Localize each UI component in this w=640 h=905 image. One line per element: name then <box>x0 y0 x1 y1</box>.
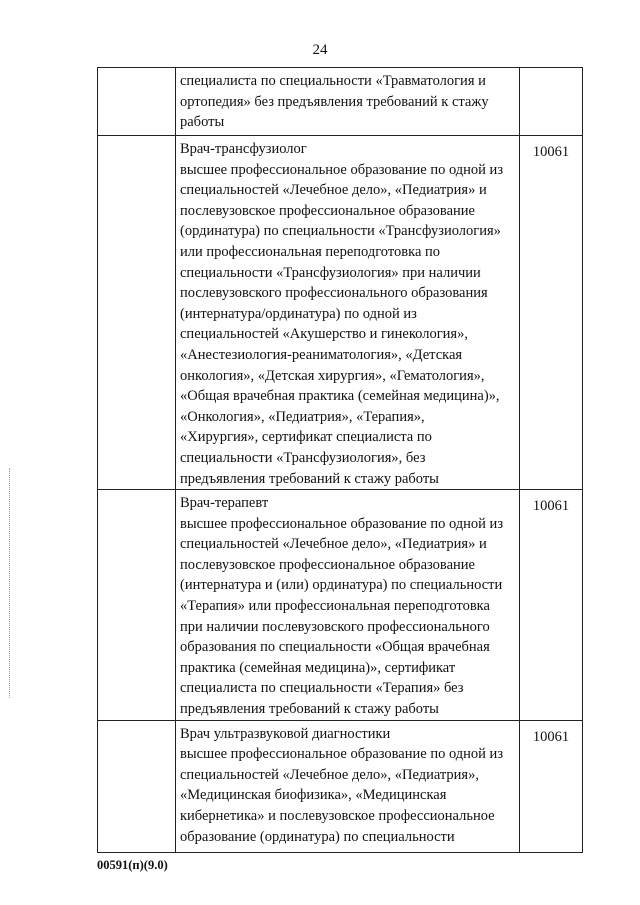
text-line: «Онкология», «Педиатрия», «Терапия», <box>180 408 425 425</box>
text-line: специальностей «Лечебное дело», «Педиатрия» и <box>180 536 487 553</box>
text-line: предъявления требований к стажу работы <box>180 701 439 718</box>
text-line: «Общая врачебная практика (семейная медицина)», <box>180 388 500 405</box>
text-line: (ординатура) по специальности «Трансфузиология» <box>180 223 501 240</box>
page-number: 24 <box>312 42 328 58</box>
text-line: (интернатура и (или) ординатура) по специальности <box>180 577 503 594</box>
text-line: специальности «Трансфузиология» при наличии <box>180 264 481 281</box>
code-cell: 10061 <box>520 136 583 490</box>
description-cell <box>176 720 520 852</box>
text-line: послевузовского профессионального образования <box>180 285 488 302</box>
qualification-table <box>97 67 583 853</box>
table-row <box>98 68 583 136</box>
table-row <box>98 490 583 721</box>
text-line: специальностей «Лечебное дело», «Педиатрия» и <box>180 182 487 199</box>
text-line: специальности «Трансфузиология», без <box>180 449 426 466</box>
text-line: предъявления требований к стажу работы <box>180 470 439 487</box>
text-line: высшее профессиональное образование по одной из <box>180 161 504 178</box>
empty-cell <box>98 68 176 136</box>
position-title: Врач ультразвуковой диагностики <box>180 725 391 742</box>
text-line: (интернатура/ординатура) по одной из <box>180 305 417 322</box>
text-line: послевузовское профессиональное образование <box>180 202 475 219</box>
position-title: Врач-терапевт <box>180 495 269 512</box>
scan-margin-mark <box>9 468 11 698</box>
text-line: специальностей «Акушерство и гинекология», <box>180 326 468 343</box>
table-row <box>98 720 583 852</box>
code-cell <box>520 68 583 136</box>
position-title: Врач-трансфузиолог <box>180 141 307 157</box>
empty-cell <box>98 136 176 490</box>
text-line: кибернетика» и послевузовское профессиональное <box>180 808 495 824</box>
text-line: или профессиональная переподготовка по <box>180 243 441 260</box>
table-row <box>98 136 583 490</box>
description-cell <box>176 68 520 136</box>
empty-cell <box>98 490 176 721</box>
text-line: высшее профессиональное образование по одной из <box>180 746 504 763</box>
text-line: «Терапия» или профессиональная переподготовка <box>180 598 490 615</box>
text-line: специалиста по специальности «Травматология и <box>180 73 486 89</box>
description-cell <box>176 136 520 490</box>
code-cell: 10061 <box>520 720 583 852</box>
text-line: образования по специальности «Общая врачебная <box>180 639 490 656</box>
text-line: «Анестезиология-реаниматология», «Детская <box>180 346 463 363</box>
document-footer-code: 00591(п)(9.0) <box>97 858 168 872</box>
text-line: послевузовское профессиональное образование <box>180 556 475 573</box>
text-line: «Хирургия», сертификат специалиста по <box>180 429 432 446</box>
text-line: «Медицинская биофизика», «Медицинская <box>180 787 447 804</box>
text-line: образование (ординатура) по специальности <box>180 828 455 845</box>
text-line: специальностей «Лечебное дело», «Педиатрия», <box>180 766 479 783</box>
text-line: специалиста по специальности «Терапия» без <box>180 680 464 697</box>
description-cell <box>176 490 520 721</box>
text-line: высшее профессиональное образование по одной из <box>180 515 504 532</box>
text-line: при наличии послевузовского профессионального <box>180 618 490 635</box>
text-line: работы <box>180 114 225 131</box>
text-line: практика (семейная медицина)», сертификат <box>180 659 456 676</box>
text-line: онкология», «Детская хирургия», «Гематология», <box>180 367 485 384</box>
code-cell: 10061 <box>520 490 583 721</box>
empty-cell <box>98 720 176 852</box>
text-line: ортопедия» без предъявления требований к стажу <box>180 93 489 110</box>
